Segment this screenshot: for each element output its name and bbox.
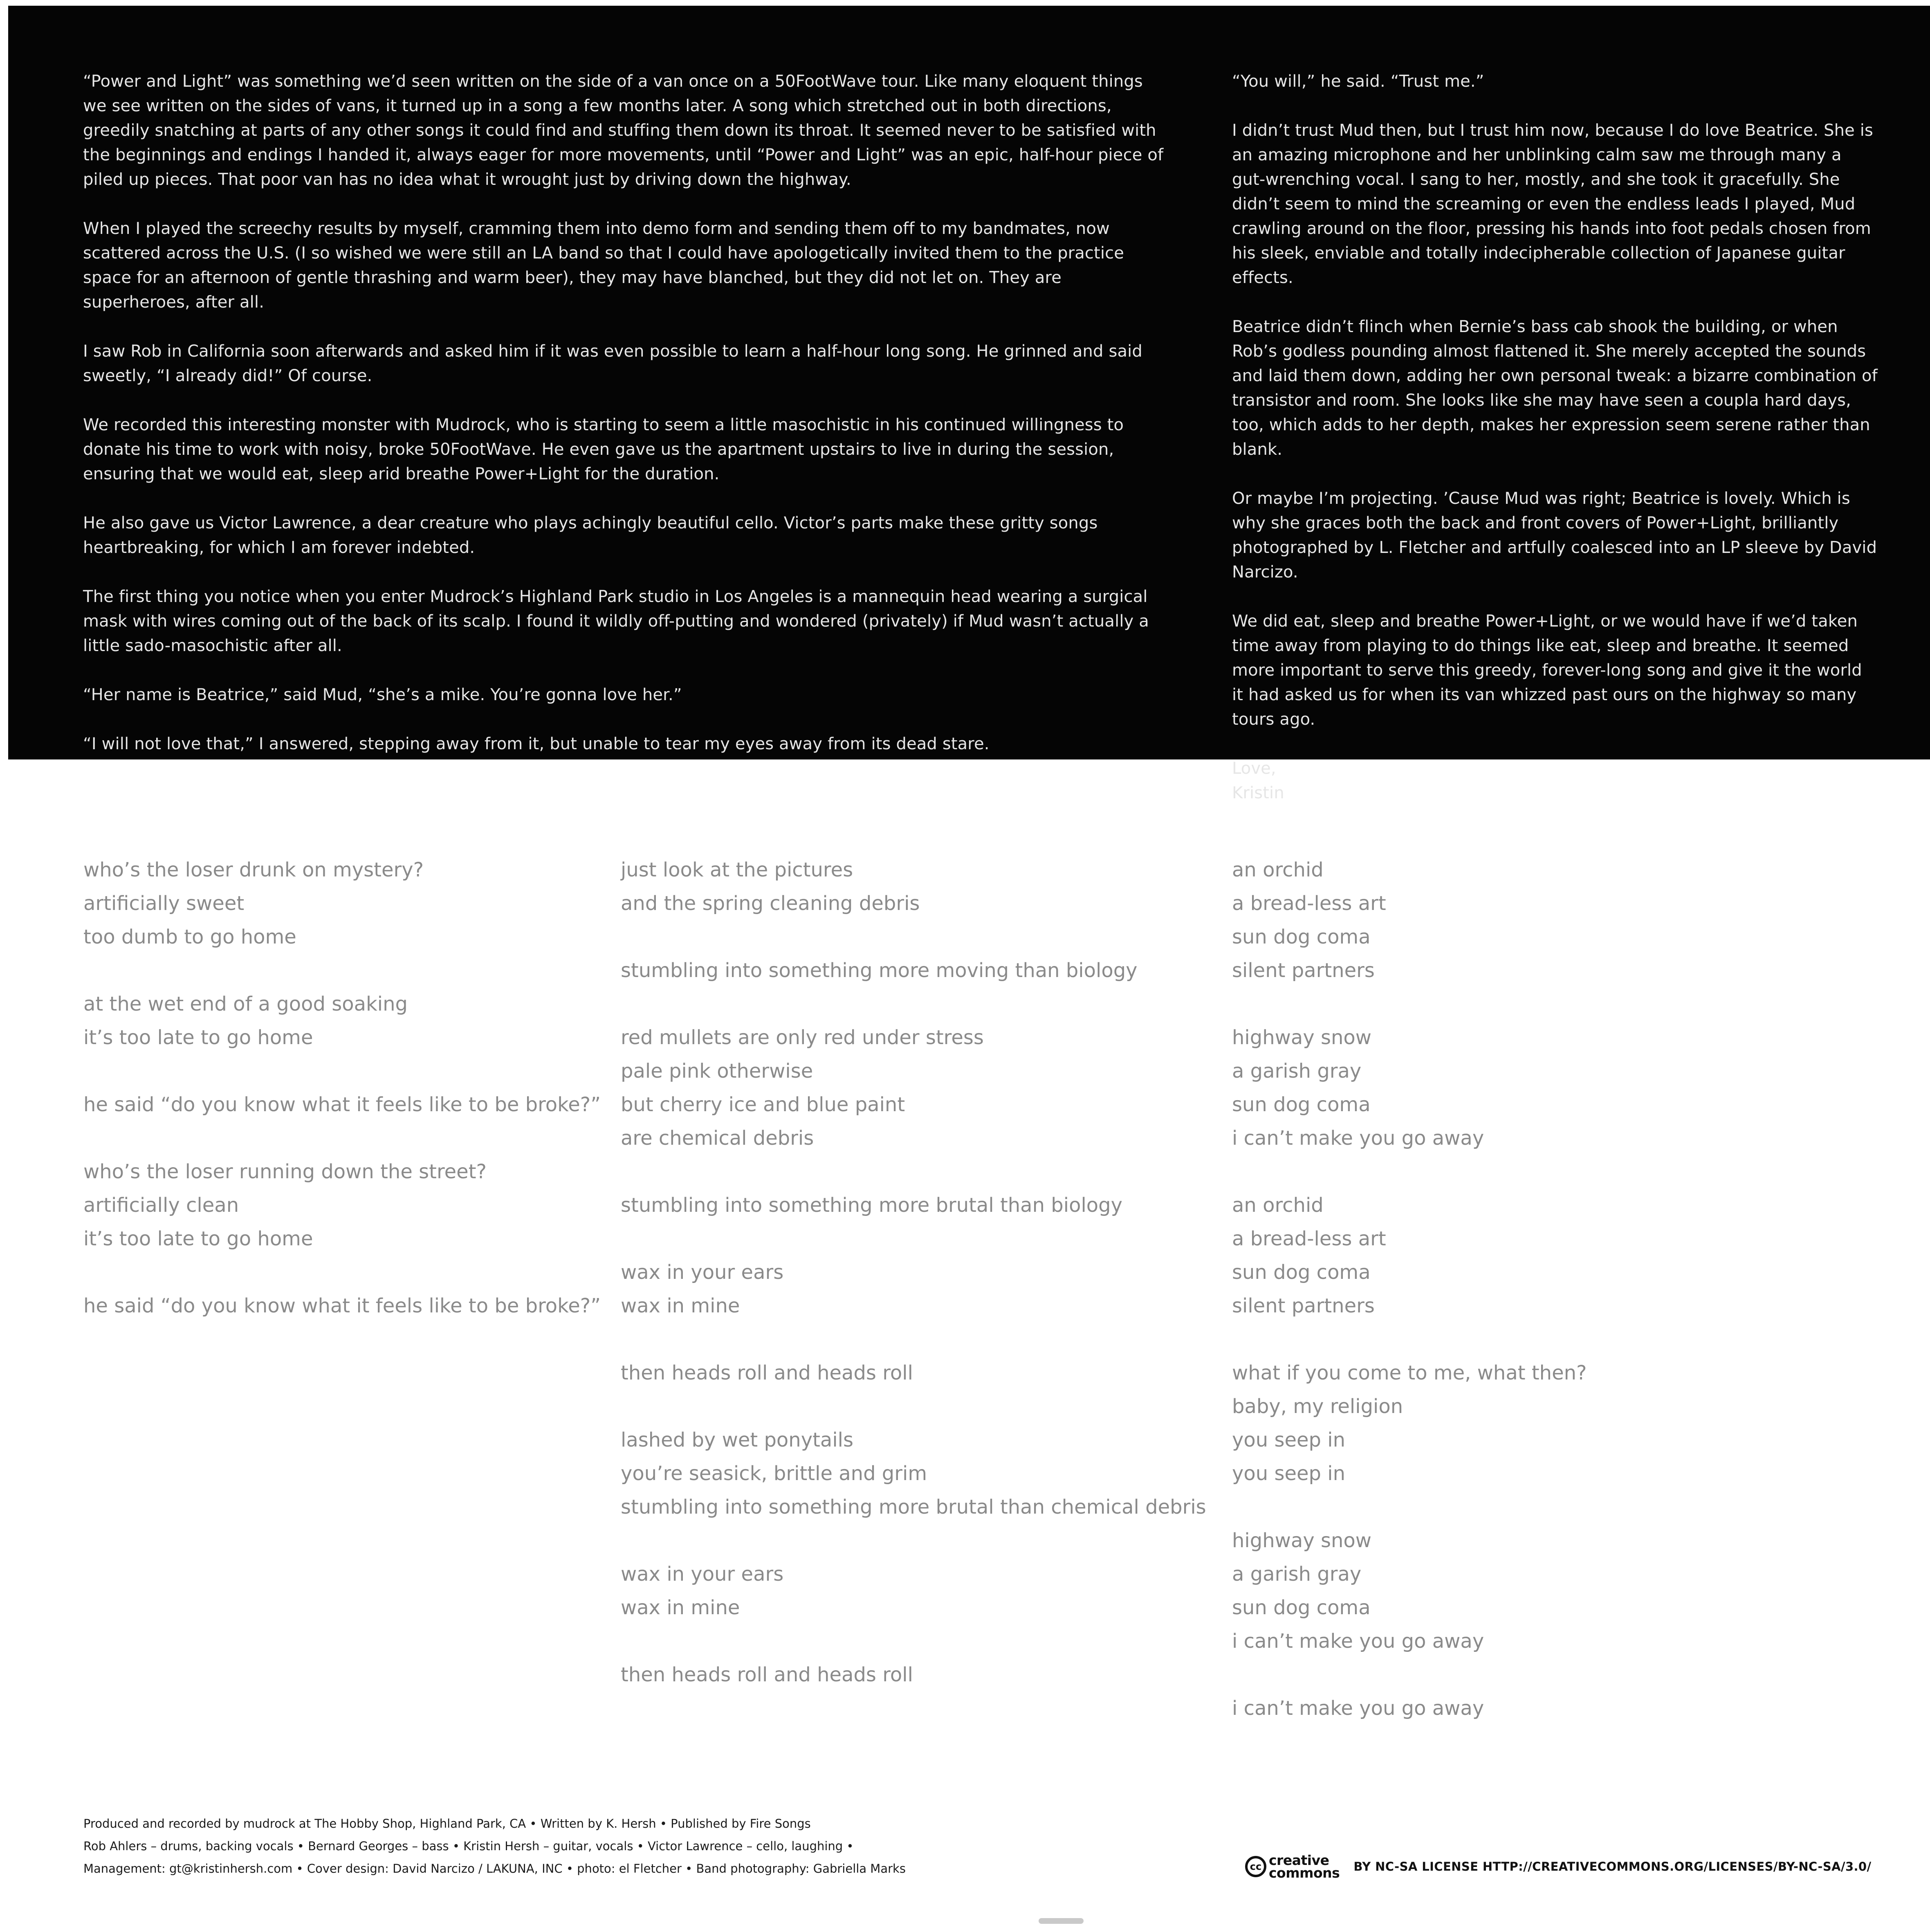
lyric-line: pale pink otherwise xyxy=(621,1060,813,1083)
lyric-line: and the spring cleaning debris xyxy=(621,892,920,915)
liner-notes-panel xyxy=(8,6,1930,802)
essay-paragraph: “Power and Light” was something we’d seen written on the side of a van once on a 50FootWave tour. Like many eloquent things we see written on the sides of vans, it turned up in a song a few months later. A song which stretched out in both directions, greedily snatching at parts of any other songs it could find and stuffing them down its throat. It seemed never to be satisfied with the beginnings and endings I handed it, always eager for more movements, until “Power and Light” was an epic, half-hour piece of piled up pieces. That poor van has no idea what it wrought just by driving down the highway. xyxy=(83,72,1164,189)
essay-paragraph: “You will,” he said. “Trust me.” xyxy=(1232,72,1484,91)
essay-paragraph: The first thing you notice when you enter Mudrock’s Highland Park studio in Los Angeles is a mannequin head wearing a surgical mask with wires coming out of the back of its scalp. I found it wildly off-putting and wondered (privately) if Mud wasn’t actually a little sado-masochistic after all. xyxy=(83,587,1149,655)
lyric-stanza xyxy=(1232,853,1764,987)
essay-left-column xyxy=(83,69,1171,781)
essay-paragraph: We did eat, sleep and breathe Power+Light, or we would have if we’d taken time away from playing to do things like eat, sleep and breathe. It seemed more important to serve this greedy, forever-long song and give it the world it had asked us for when its van whizzed past ours on the highway so many tours ago. xyxy=(1232,612,1862,729)
essay-paragraph: I saw Rob in California soon afterwards and asked him if it was even possible to learn a half-hour long song. He grinned and said sweetly, “I already did!” Of course. xyxy=(83,342,1142,385)
lyric-line: wax in mine xyxy=(621,1596,740,1619)
lyric-line: a bread-less art xyxy=(1232,1227,1386,1250)
lyric-line: what if you come to me, what then? xyxy=(1232,1361,1587,1384)
lyric-stanza xyxy=(621,1256,1205,1323)
lyric-stanza xyxy=(1232,1524,1764,1658)
lyric-line: who’s the loser running down the street? xyxy=(83,1160,487,1183)
lyric-stanza xyxy=(83,853,607,954)
lyric-line: a bread-less art xyxy=(1232,892,1386,915)
essay-paragraph: “Her name is Beatrice,” said Mud, “she’s a mike. You’re gonna love her.” xyxy=(83,685,682,704)
lyric-line: stumbling into something more moving than biology xyxy=(621,959,1138,982)
lyric-stanza xyxy=(621,1658,1205,1692)
essay-paragraph: When I played the screechy results by myself, cramming them into demo form and sending them off to my bandmates, now scattered across the U.S. (I so wished we were still an LA band so that I could have apologetically invited them to the practice space for an afternoon of gentle thrashing and warm beer), they may have blanched, but they did not let on. They are superheroes, after all. xyxy=(83,219,1124,312)
lyric-stanza xyxy=(1232,1692,1764,1725)
lyric-line: artificially sweet xyxy=(83,892,245,915)
lyric-stanza xyxy=(1232,1188,1764,1323)
lyric-line: red mullets are only red under stress xyxy=(621,1026,984,1049)
lyric-line: then heads roll and heads roll xyxy=(621,1361,913,1384)
lyric-stanza xyxy=(621,1021,1205,1155)
creative-commons-logo xyxy=(1245,1854,1340,1879)
lyric-line: a garish gray xyxy=(1232,1060,1362,1083)
cc-wordmark-line: commons xyxy=(1269,1865,1340,1881)
lyric-line: you seep in xyxy=(1232,1462,1346,1485)
lyric-line: you seep in xyxy=(1232,1429,1346,1451)
lyric-line: too dumb to go home xyxy=(83,926,296,948)
lyric-line: i can’t make you go away xyxy=(1232,1127,1484,1150)
lyric-line: just look at the pictures xyxy=(621,858,853,881)
lyric-line: then heads roll and heads roll xyxy=(621,1663,913,1686)
credits-block xyxy=(83,1813,1147,1880)
lyric-line: at the wet end of a good soaking xyxy=(83,993,408,1015)
lyric-line: he said “do you know what it feels like to be broke?” xyxy=(83,1294,601,1317)
essay-paragraph: He also gave us Victor Lawrence, a dear creature who plays achingly beautiful cello. Victor’s parts make these gritty songs heartbreaking, for which I am forever indebted. xyxy=(83,514,1098,557)
credits-line: Produced and recorded by mudrock at The Hobby Shop, Highland Park, CA • Written by K. Hersh • Published by Fire Songs xyxy=(83,1817,811,1831)
lyric-line: wax in your ears xyxy=(621,1261,784,1284)
license-notice xyxy=(1245,1852,1872,1881)
lyric-stanza xyxy=(621,853,1205,920)
lyric-line: sun dog coma xyxy=(1232,1093,1371,1116)
essay-paragraph: I didn’t trust Mud then, but I trust him now, because I do love Beatrice. She is an amazing microphone and her unblinking calm saw me through many a gut-wrenching vocal. I sang to her, mostly, and she took it gracefully. She didn’t seem to mind the screaming or even the endless leads I played, Mud crawling around on the floor, pressing his hands into foot pedals chosen from his sleek, enviable and totally indecipherable collection of Japanese guitar effects. xyxy=(1232,121,1874,287)
credits-line: Management: gt@kristinhersh.com • Cover design: David Narcizo / LAKUNA, INC • photo: el Fletcher • Band photography: Gabriella Marks xyxy=(83,1862,906,1876)
essay-closing: Love, xyxy=(1232,759,1276,778)
cc-icon: cc xyxy=(1245,1856,1266,1877)
lyric-line: stumbling into something more brutal than biology xyxy=(621,1194,1123,1217)
lyric-line: but cherry ice and blue paint xyxy=(621,1093,905,1116)
lyric-stanza xyxy=(621,954,1205,987)
lyric-line: silent partners xyxy=(1232,1294,1375,1317)
cc-wordmark-line: creative xyxy=(1269,1852,1329,1868)
lyric-line: you’re seasick, brittle and grim xyxy=(621,1462,927,1485)
lyric-stanza xyxy=(621,1356,1205,1390)
lyric-stanza xyxy=(621,1188,1205,1222)
lyric-line: stumbling into something more brutal than chemical debris xyxy=(621,1496,1206,1519)
lyric-line: wax in mine xyxy=(621,1294,740,1317)
lyric-line: highway snow xyxy=(1232,1529,1372,1552)
essay-paragraph: Or maybe I’m projecting. ’Cause Mud was right; Beatrice is lovely. Which is why she graces both the back and front covers of Power+Light, brilliantly photographed by L. Fletcher and artfully coalesced into an LP sleeve by David Narcizo. xyxy=(1232,489,1877,582)
lyric-stanza xyxy=(621,1423,1205,1524)
essay-right-column xyxy=(1232,69,1878,805)
essay-paragraph: “I will not love that,” I answered, stepping away from it, but unable to tear my eyes away from its dead stare. xyxy=(83,735,990,753)
lyric-stanza xyxy=(83,1155,607,1256)
essay-paragraph: Beatrice didn’t flinch when Bernie’s bass cab shook the building, or when Rob’s godless pounding almost flattened it. She merely accepted the sounds and laid them down, adding her own personal tweak: a bizarre combination of transistor and room. She looks like she may have seen a coupla hard days, too, which adds to her depth, makes her expression seem serene rather than blank. xyxy=(1232,317,1878,459)
lyric-line: baby, my religion xyxy=(1232,1395,1403,1418)
lyric-line: sun dog coma xyxy=(1232,1596,1371,1619)
lyric-line: it’s too late to go home xyxy=(83,1227,313,1250)
lyric-line: are chemical debris xyxy=(621,1127,814,1150)
lyric-line: an orchid xyxy=(1232,1194,1324,1217)
credits-line: Rob Ahlers – drums, backing vocals • Bernard Georges – bass • Kristin Hersh – guitar, vocals • Victor Lawrence – cello, laughing • xyxy=(83,1839,854,1853)
lyric-line: silent partners xyxy=(1232,959,1375,982)
license-text: BY NC-SA LICENSE HTTP://CREATIVECOMMONS.ORG/LICENSES/BY-NC-SA/3.0/ xyxy=(1353,1860,1872,1874)
lyric-stanza xyxy=(83,987,607,1054)
lyric-line: who’s the loser drunk on mystery? xyxy=(83,858,424,881)
lyric-stanza xyxy=(83,1088,607,1121)
lyric-line: wax in your ears xyxy=(621,1563,784,1586)
lyric-line: lashed by wet ponytails xyxy=(621,1429,854,1451)
lyrics-column-1 xyxy=(83,853,607,1323)
lyric-line: artificially clean xyxy=(83,1194,239,1217)
lyric-line: sun dog coma xyxy=(1232,926,1371,948)
lyric-line: an orchid xyxy=(1232,858,1324,881)
lyric-stanza xyxy=(621,1557,1205,1624)
lyric-stanza xyxy=(1232,1356,1764,1490)
essay-signature: Kristin xyxy=(1232,784,1284,802)
lyric-stanza xyxy=(83,1289,607,1323)
lyric-stanza xyxy=(1232,1021,1764,1155)
lyrics-column-3 xyxy=(1232,853,1764,1725)
lyric-line: he said “do you know what it feels like to be broke?” xyxy=(83,1093,601,1116)
scan-smudge xyxy=(1039,1918,1084,1924)
lyric-line: i can’t make you go away xyxy=(1232,1630,1484,1653)
lyric-line: it’s too late to go home xyxy=(83,1026,313,1049)
lyric-line: highway snow xyxy=(1232,1026,1372,1049)
lyric-line: sun dog coma xyxy=(1232,1261,1371,1284)
essay-paragraph: We recorded this interesting monster with Mudrock, who is starting to seem a little masochistic in his continued willingness to donate his time to work with noisy, broke 50FootWave. He even gave us the apartment upstairs to live in during the session, ensuring that we would eat, sleep arid breathe Power+Light for the duration. xyxy=(83,416,1124,483)
lyrics-column-2 xyxy=(621,853,1205,1692)
lyric-line: i can’t make you go away xyxy=(1232,1697,1484,1720)
cc-wordmark xyxy=(1269,1854,1340,1879)
lyric-line: a garish gray xyxy=(1232,1563,1362,1586)
